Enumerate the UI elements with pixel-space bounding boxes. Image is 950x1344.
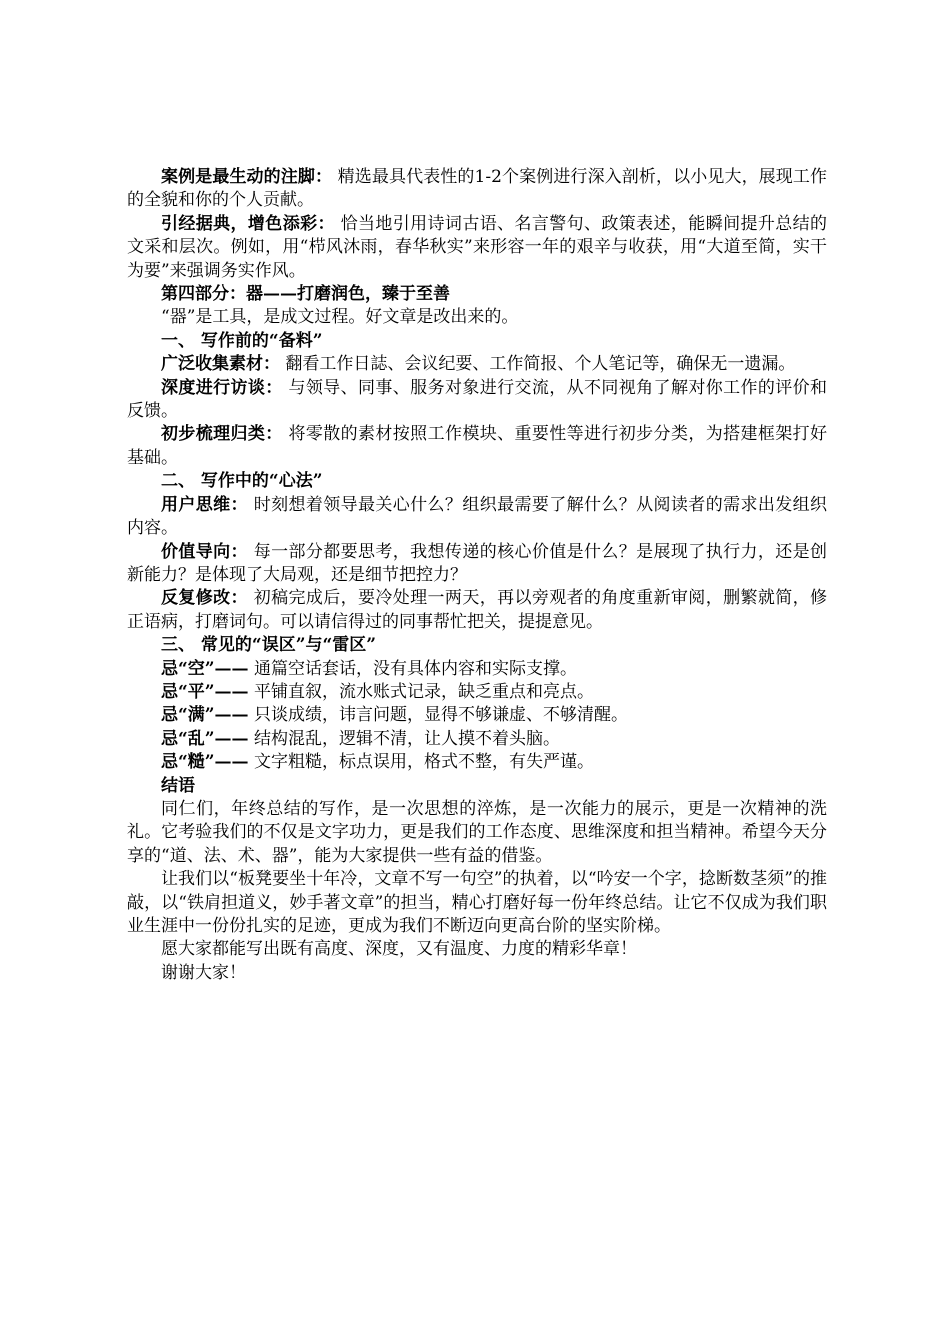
paragraph-label: 深度进行访谈： bbox=[161, 377, 283, 398]
section-heading-conclusion: 结语 bbox=[161, 775, 195, 796]
paragraph-text: 翻看工作日誌、会议纪要、工作简报、个人笔记等，确保无一遗漏。 bbox=[280, 354, 796, 375]
paragraph-label: 忌“糙”—— bbox=[161, 752, 249, 773]
paragraph-revision bbox=[127, 587, 827, 634]
paragraph-label: 忌“乱”—— bbox=[161, 728, 249, 749]
paragraph-text: 与领导、同事、服务对象进行交流，从不同视角了解对你工作的评价和反馈。 bbox=[127, 377, 828, 422]
paragraph-interviews bbox=[127, 377, 827, 424]
paragraph-label: 反复修改： bbox=[161, 588, 248, 609]
paragraph-quotations bbox=[127, 213, 827, 283]
paragraph-avoid-chaos bbox=[127, 728, 827, 751]
paragraph-text: 只谈成绩，讳言问题，显得不够谦虚、不够清醒。 bbox=[248, 705, 628, 726]
paragraph-thanks: 谢谢大家！ bbox=[161, 962, 246, 983]
paragraph-conclusion-2: 让我们以“板凳要坐十年冷，文章不写一句空”的执着，以“吟安一个字，捻断数茎须”的推敲，以“铁肩担道义，妙手著文章”的担当，精心打磨好每一份年终总结。让它不仅成为我们职业生涯中一份份扎实的足迹，更成为我们不断迈向更高台阶的坚实阶梯。 bbox=[127, 869, 827, 936]
paragraph-classify bbox=[127, 423, 827, 470]
paragraph-conclusion-1: 同仁们，年终总结的写作，是一次思想的淬炼，是一次能力的展示，更是一次精神的洗礼。它考验我们的不仅是文字功力，更是我们的工作态度、思维深度和担当精神。希望今天分享的“道、法、术、器”，能为大家提供一些有益的借鉴。 bbox=[127, 798, 827, 866]
subheading-preparation: 一、 写作前的“备料” bbox=[161, 330, 323, 351]
paragraph-text: 恰当地引用诗词古语、名言警句、政策表述，能瞬间提升总结的文采和层次。例如，用“栉风沐雨，春华秋实”来形容一年的艰辛与收获，用“大道至简，实干为要”来强调务实作风。 bbox=[127, 213, 827, 281]
document-body bbox=[127, 166, 827, 985]
paragraph-text: 每一部分都要思考，我想传递的核心价值是什么？是展现了执行力，还是创新能力？是体现了大局观，还是细节把控力？ bbox=[127, 541, 827, 585]
paragraph-text: 通篇空话套话，没有具体内容和实际支撑。 bbox=[248, 658, 577, 679]
paragraph-label: 忌“空”—— bbox=[161, 658, 249, 679]
paragraph-text: 平铺直叙，流水账式记录，缺乏重点和亮点。 bbox=[248, 681, 594, 702]
paragraph-text: 将零散的素材按照工作模块、重要性等进行初步分类，为搭建框架打好基础。 bbox=[127, 424, 828, 468]
paragraph-avoid-flat bbox=[127, 681, 827, 704]
paragraph-text: 精选最具代表性的1-2个案例进行深入剖析，以小见大，展现工作的全貌和你的个人贡献。 bbox=[127, 167, 828, 211]
paragraph-avoid-full bbox=[127, 704, 827, 727]
paragraph-text: 初稿完成后，要冷处理一两天，再以旁观者的角度重新审阅，删繁就简，修正语病，打磨词句。可以请信得过的同事帮忙把关，提提意见。 bbox=[127, 588, 827, 632]
paragraph-label: 用户思维： bbox=[161, 494, 248, 515]
section-heading-part-four: 第四部分：器——打磨润色，臻于至善 bbox=[161, 284, 450, 305]
paragraph-avoid-rough bbox=[127, 751, 827, 774]
paragraph-case-study bbox=[127, 166, 827, 213]
subheading-pitfalls: 三、 常见的“误区”与“雷区” bbox=[161, 635, 377, 656]
paragraph-label: 初步梳理归类： bbox=[161, 424, 283, 445]
paragraph-text: 结构混乱，逻辑不清，让人摸不着头脑。 bbox=[248, 728, 560, 749]
paragraph-label: 引经据典，增色添彩： bbox=[161, 213, 335, 234]
paragraph-text: 文字粗糙，标点误用，格式不整，有失严谨。 bbox=[248, 752, 594, 773]
paragraph-value-orientation bbox=[127, 541, 827, 588]
paragraph-avoid-empty bbox=[127, 658, 827, 681]
paragraph-label: 广泛收集素材： bbox=[161, 354, 280, 375]
subheading-mindset: 二、 写作中的“心法” bbox=[161, 471, 323, 492]
paragraph-text: 时刻想着领导最关心什么？组织最需要了解什么？从阅读者的需求出发组织内容。 bbox=[127, 494, 827, 539]
paragraph-tool-intro: “器”是工具，是成文过程。好文章是改出来的。 bbox=[161, 307, 519, 328]
paragraph-user-thinking bbox=[127, 494, 827, 541]
paragraph-label: 忌“满”—— bbox=[161, 705, 249, 726]
paragraph-collect-materials bbox=[127, 353, 827, 376]
paragraph-label: 案例是最生动的注脚： bbox=[161, 167, 333, 187]
paragraph-label: 价值导向： bbox=[161, 541, 248, 562]
paragraph-conclusion-3: 愿大家都能写出既有高度、深度，又有温度、力度的精彩华章！ bbox=[161, 939, 637, 960]
paragraph-label: 忌“平”—— bbox=[161, 681, 249, 702]
